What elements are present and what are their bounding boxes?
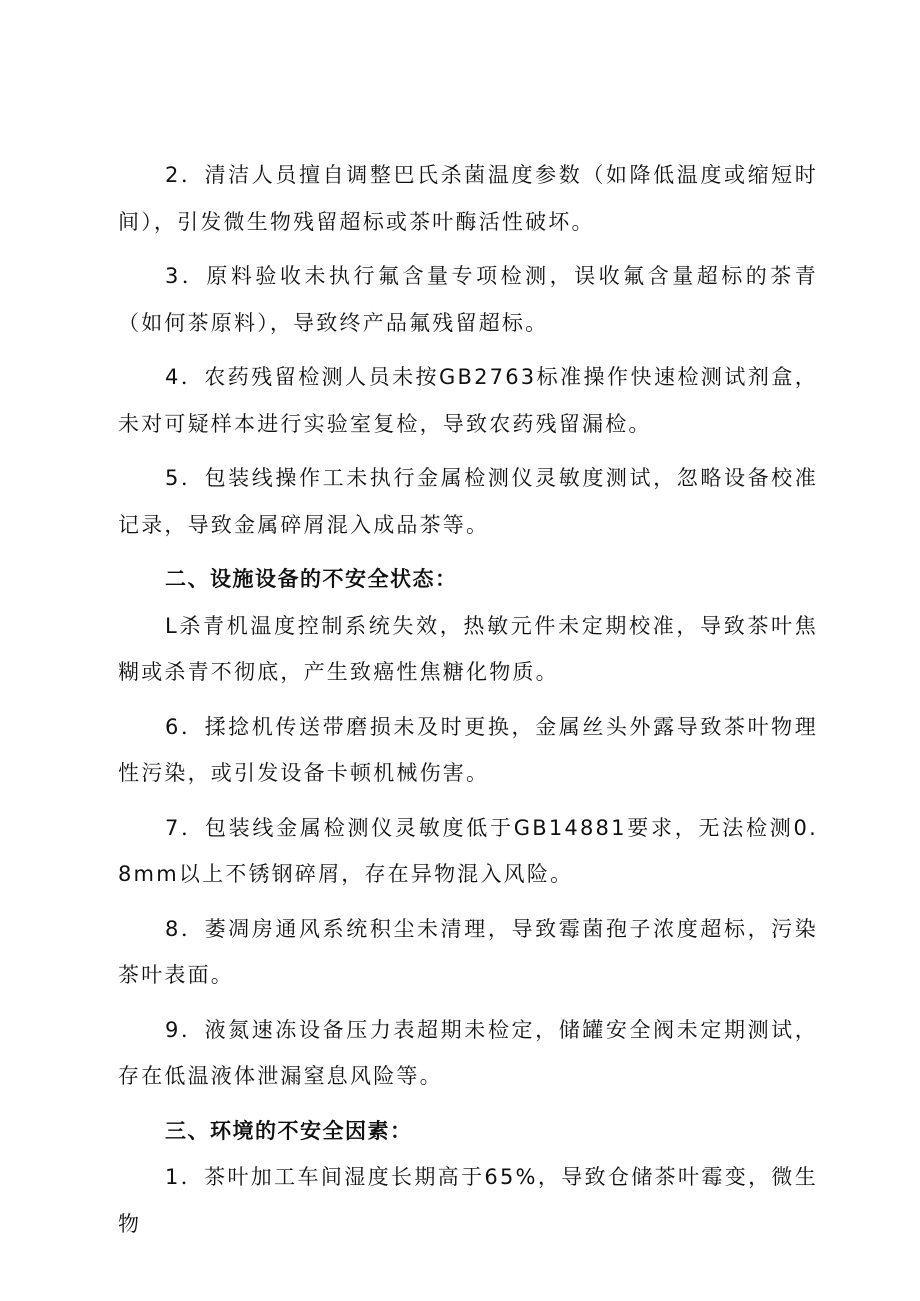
paragraph-environment-1: 1．茶叶加工车间湿度长期高于65%，导致仓储茶叶霉变，微生物 — [118, 1165, 818, 1236]
section-heading-environment: 三、环境的不安全因素： — [165, 1118, 413, 1143]
paragraph-equipment-1: L杀青机温度控制系统失效，热敏元件未定期校准，导致茶叶焦糊或杀青不彻底，产生致癌性焦糖化物质。 — [118, 613, 818, 684]
document-body — [118, 152, 818, 1247]
paragraph-equipment-9: 9．液氮速冻设备压力表超期未检定，储罐安全阀未定期测试，存在低温液体泄漏窒息风险等。 — [118, 1017, 818, 1088]
paragraph-item-5: 5．包装线操作工未执行金属检测仪灵敏度测试，忽略设备校准记录，导致金属碎屑混入成品茶等。 — [118, 466, 818, 537]
paragraph-item-4: 4．农药残留检测人员未按GB2763标准操作快速检测试剂盒，未对可疑样本进行实验室复检，导致农药残留漏检。 — [118, 365, 818, 436]
section-heading-equipment: 二、设施设备的不安全状态： — [165, 567, 458, 591]
paragraph-equipment-7: 7．包装线金属检测仪灵敏度低于GB14881要求，无法检测0.8mm以上不锈钢碎屑，存在异物混入风险。 — [118, 815, 818, 886]
paragraph-equipment-6: 6．揉捻机传送带磨损未及时更换，金属丝头外露导致茶叶物理性污染，或引发设备卡顿机械伤害。 — [118, 714, 818, 785]
paragraph-item-3: 3．原料验收未执行氟含量专项检测，误收氟含量超标的茶青（如何茶原料），导致终产品氟残留超标。 — [118, 264, 818, 335]
paragraph-item-2: 2．清洁人员擅自调整巴氏杀菌温度参数（如降低温度或缩短时间），引发微生物残留超标或茶叶酶活性破坏。 — [118, 163, 818, 234]
paragraph-equipment-8: 8．萎凋房通风系统积尘未清理，导致霉菌孢子浓度超标，污染茶叶表面。 — [118, 916, 818, 987]
